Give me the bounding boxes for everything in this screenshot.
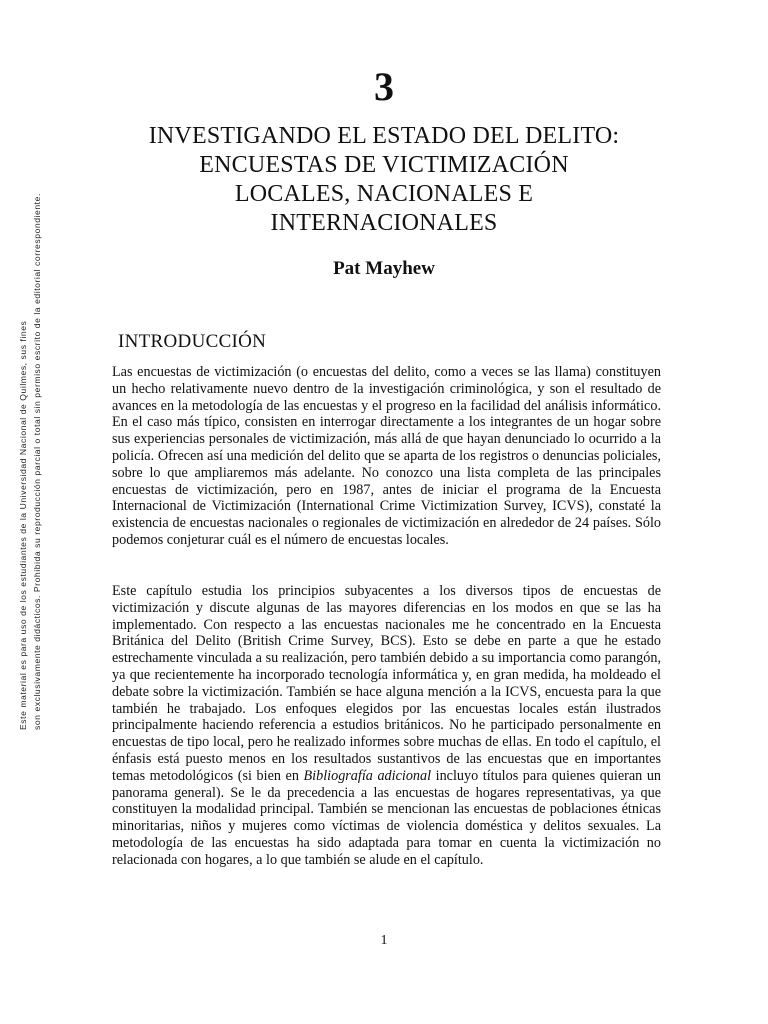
paragraph-2-text-before: Este capítulo estudia los principios subyacentes a los diversos tipos de encuestas de victimización y discute algunas de las mayores diferencias en los modos en que se las ha implementado. Con respecto a las encuestas nacionales me he concentrado en la Encuesta Británica del Delito (British Crime Survey, BCS). Esto se debe en parte a que he estado estrechamente vinculada a su realización, pero también debido a su importancia como parangón, ya que recientemente ha incorporado tecnología informática y, en gran medida, ha moldeado el debate sobre la victimización. También se hace alguna mención a la ICVS, encuesta para la que también he trabajado. Los enfoques elegidos por las encuestas locales están ilustrados principalmente haciendo referencia a estudios británicos. No he participado personalmente en encuestas de tipo local, pero he realizado informes sobre muchas de ellas. En todo el capítulo, el énfasis está puesto menos en los resultados sustantivos de las encuestas que en importantes temas metodológicos (si bien en [112,583,661,784]
paragraph-introduction-1: Las encuestas de victimización (o encuestas del delito, como a veces se las llama) constituyen un hecho relativamente nuevo dentro de la investigación criminológica, y son el resultado de avances en la metodología de las encuestas y el progreso en la facilidad del análisis informático. En el caso más típico, consisten en interrogar directamente a los integrantes de un hogar sobre sus experiencias personales de victimización, más allá de que hayan denunciado lo ocurrido a la policía. Ofrecen así una medición del delito que se aparta de los registros o denuncias policiales, sobre lo que ampliaremos más adelante. No conozco una lista completa de las principales encuestas de victimización, pero en 1987, antes de iniciar el programa de la Encuesta Internacional de Victimización (International Crime Victimization Survey, ICVS), constaté la existencia de encuestas nacionales o regionales de victimización en alrededor de 24 países. Sólo podemos conjeturar cuál es el número de encuestas locales. [112,364,661,548]
chapter-title-line-4: INTERNACIONALES [270,210,498,236]
author-name: Pat Mayhew [333,258,435,279]
paragraph-2-italic-reference: Bibliografía adicional [303,767,432,784]
page-number: 1 [380,933,388,948]
chapter-number: 3 [374,64,394,109]
side-note-lines [16,110,44,730]
chapter-title [120,122,648,238]
copyright-side-note [16,110,46,730]
side-note-line-1: Este material es para uso de los estudiantes de la Universidad Nacional de Quilmes, sus fines [18,320,28,730]
chapter-title-line-1: INVESTIGANDO EL ESTADO DEL DELITO: [148,123,620,149]
chapter-title-line-2: ENCUESTAS DE VICTIMIZACIÓN [199,152,569,178]
side-note-line-2: son exclusivamente didácticos. Prohibida su reproducción parcial o total sin permiso escrito de la editorial correspondiente. [32,193,42,730]
section-heading: INTRODUCCIÓN [118,331,267,352]
paragraph-2-text-after: incluyo títulos para quienes quieran un panorama general). Se le da precedencia a las encuestas de hogares representativas, ya que constituyen la modalidad principal. También se mencionan las encuestas de poblaciones étnicas minoritarias, niños y mujeres como víctimas de violencia doméstica y delitos sexuales. La metodología de las encuestas ha sido adaptada para tomar en cuenta la victimización no relacionada con hogares, a lo que también se alude en el capítulo. [112,767,662,868]
chapter-title-line-3: LOCALES, NACIONALES E [234,181,534,207]
paragraph-introduction-2 [112,583,661,869]
